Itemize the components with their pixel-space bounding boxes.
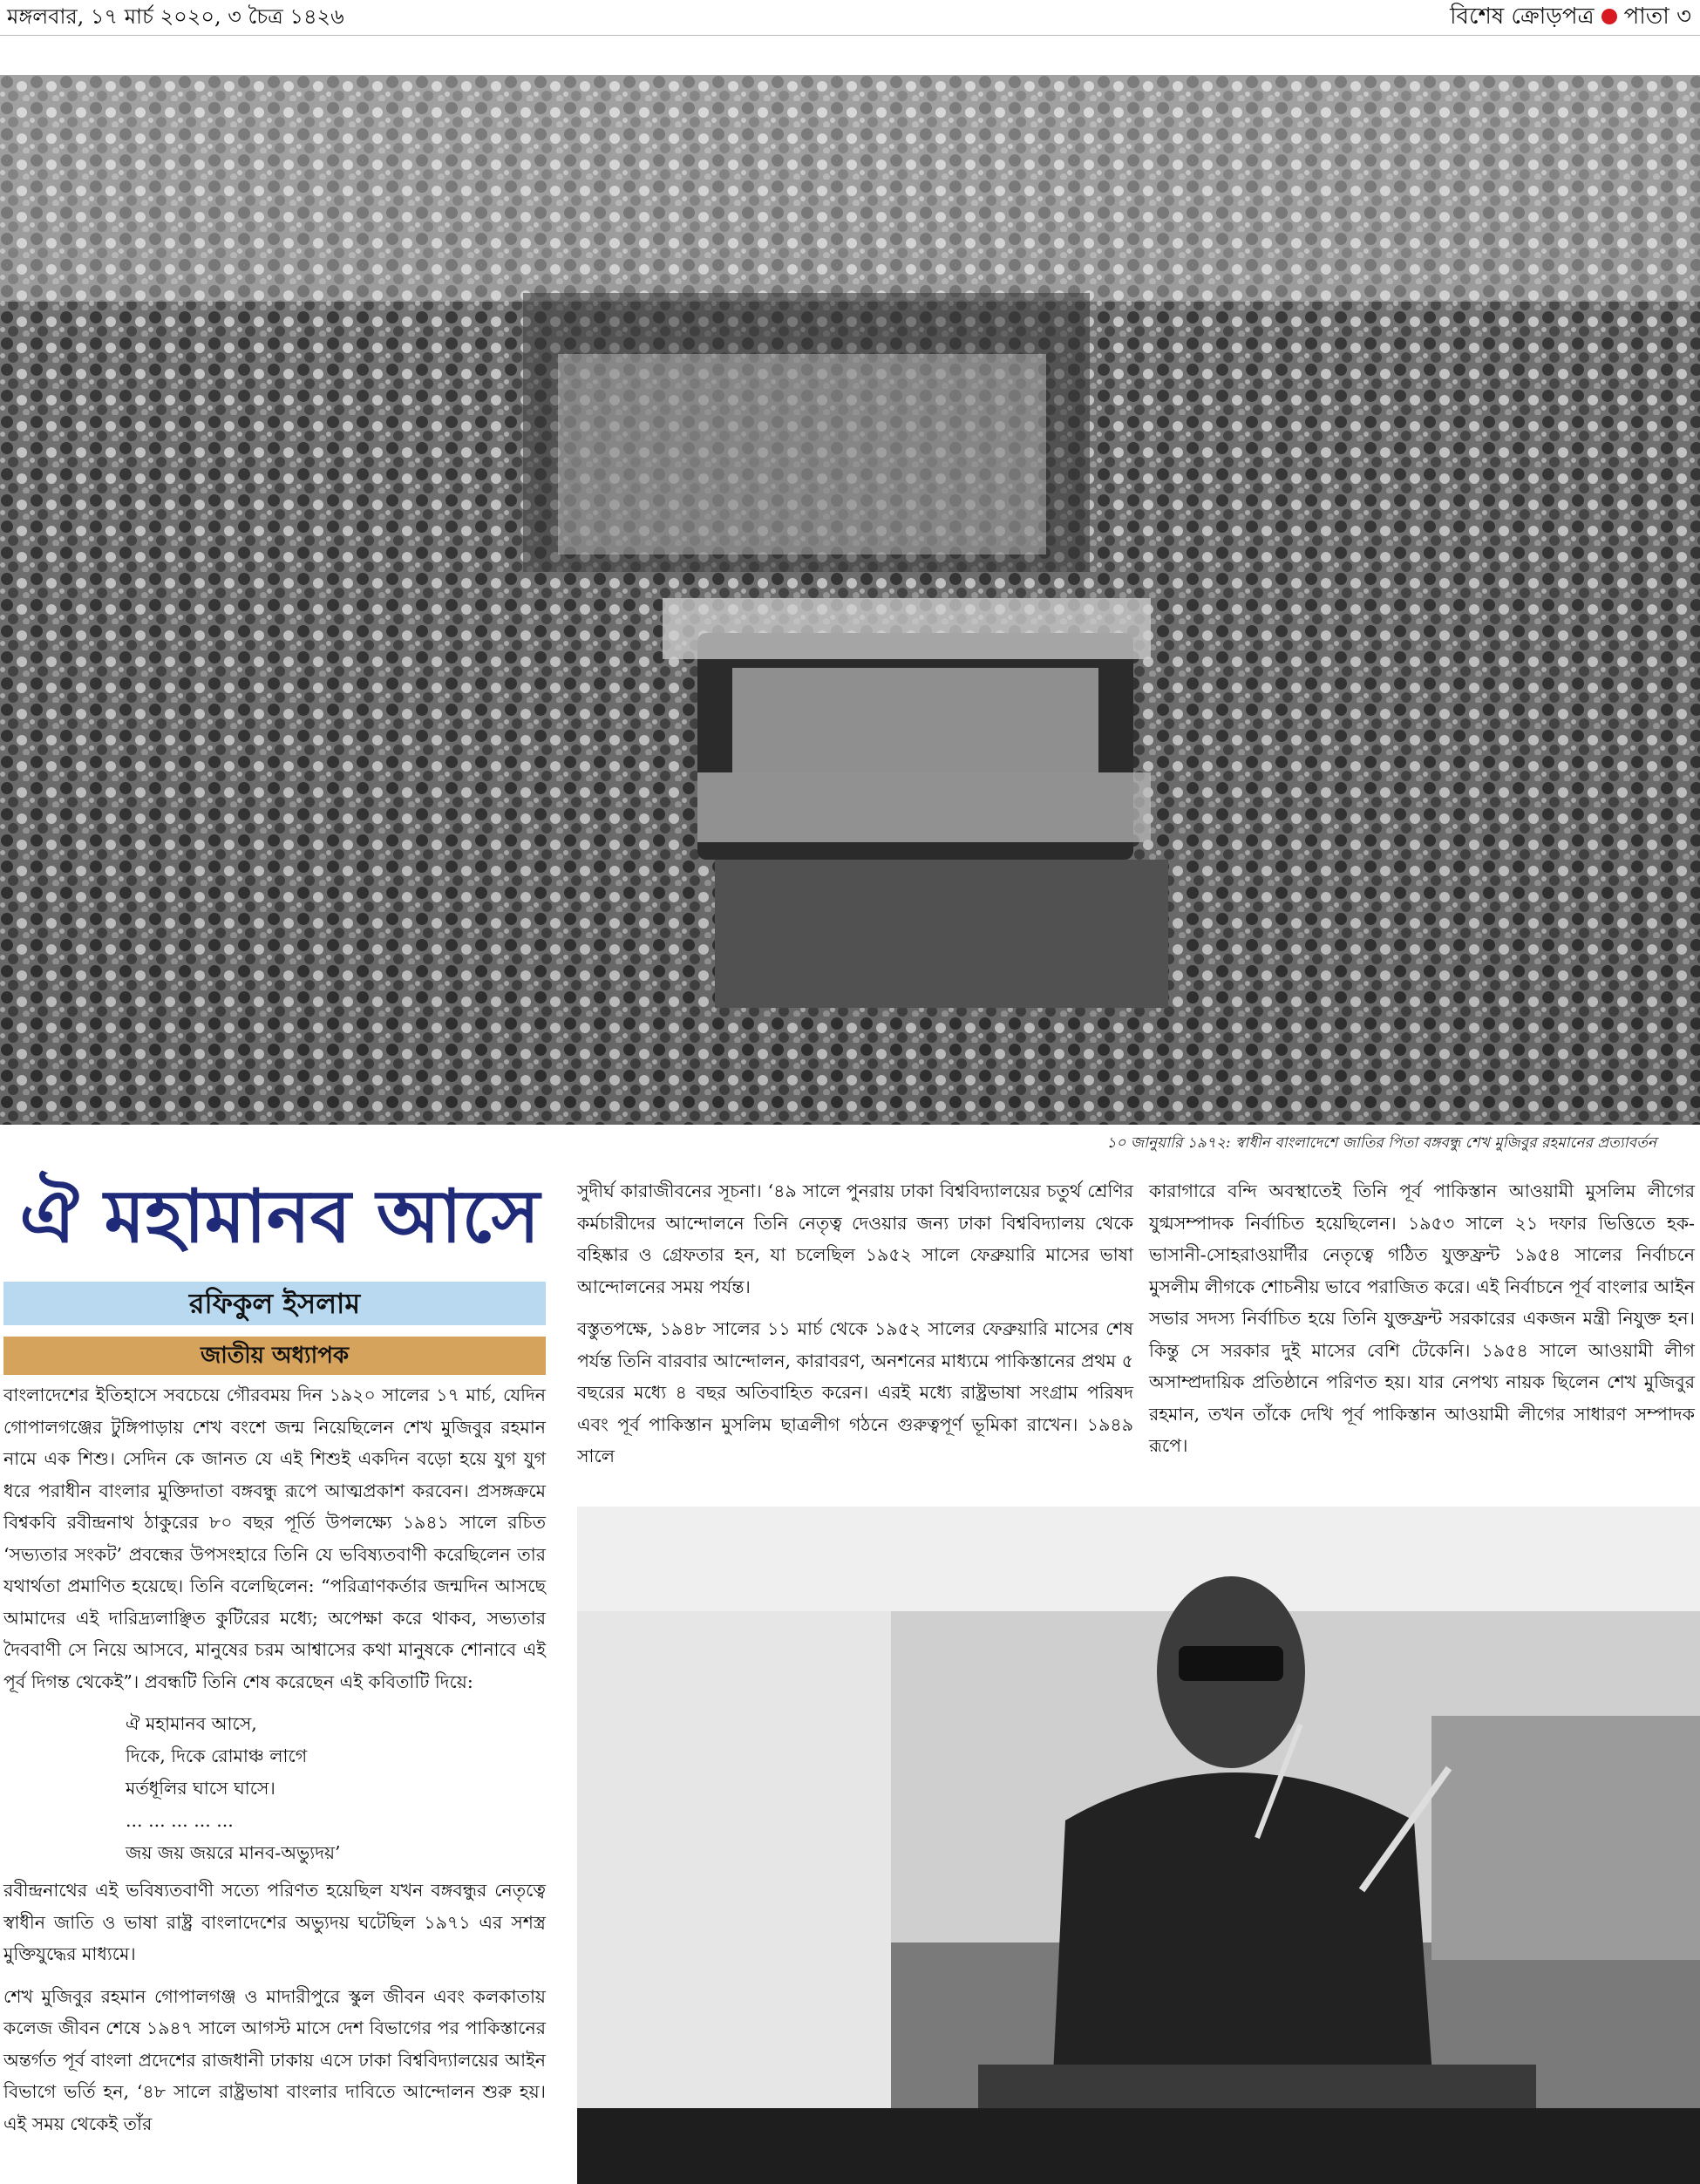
speech-photo-graphic <box>577 1507 1700 2184</box>
article-column-1 <box>3 1379 546 2150</box>
paragraph: শেখ মুজিবুর রহমান গোপালগঞ্জ ও মাদারীপুরে স্কুল জীবন এবং কলকাতায় কলেজ জীবন শেষে ১৯৪৭ সালে আগস্ট মাসে দেশ বিভাগের পর পাকিস্তানের অন্তর্গত পূর্ব বাংলা প্রদেশের রাজধানী ঢাকায় এসে ঢাকা বিশ্ববিদ্যালয়ের আইন বিভাগে ভর্তি হন, ‘৪৮ সালে রাষ্ট্রভাষা বাংলার দাবিতে আন্দোলন শুরু হয়। এই সময় থেকেই তাঁর <box>3 1985 546 2134</box>
poem-line: ঐ মহামানব আসে, <box>126 1713 257 1734</box>
photo-caption: ১০ জানুয়ারি ১৯৭২: স্বাধীন বাংলাদেশে জাতির পিতা বঙ্গবন্ধু শেখ মুজিবুর রহমানের প্রত্যাবর্তন <box>1106 1134 1656 1152</box>
issue-date: মঙ্গলবার, ১৭ মার্চ ২০২০, ৩ চৈত্র ১৪২৬ <box>7 4 344 29</box>
page-number: পাতা ৩ <box>1623 3 1691 30</box>
paragraph: বস্তুতপক্ষে, ১৯৪৮ সালের ১১ মার্চ থেকে ১৯৫২ সালের ফেব্রুয়ারি মাসের শেষ পর্যন্ত তিনি বারবার আন্দোলন, কারাবরণ, অনশনের মাধ্যমে পাকিস্তানের প্রথম ৫ বছরের মধ্যে ৪ বছর অতিবাহিত করেন। এরই মধ্যে রাষ্ট্রভাষা সংগ্রাম পরিষদ এবং পূর্ব পাকিস্তান মুসলিম ছাত্রলীগ গঠনে গুরুত্বপূর্ণ ভূমিকা রাখেন। ১৯৪৯ সালে <box>577 1318 1133 1466</box>
author-designation: জাতীয় অধ্যাপক <box>3 1337 546 1375</box>
page-label <box>1450 2 1691 31</box>
paragraph: কারাগারে বন্দি অবস্থাতেই তিনি পূর্ব পাকিস্তান আওয়ামী মুসলিম লীগের যুগ্মসম্পাদক নির্বাচিত হয়েছিলেন। ১৯৫৩ সালে ২১ দফার ভিত্তিতে হক-ভাসানী-সোহরাওয়ার্দীর নেতৃত্বে গঠিত যুক্তফ্রন্ট ১৯৫৪ সালের নির্বাচনে মুসলীম লীগকে শোচনীয় ভাবে পরাজিত করে। এই নির্বাচনে পূর্ব বাংলার আইন সভার সদস্য নির্বাচিত হয়ে তিনি যুক্তফ্রন্ট সরকারের একজন মন্ত্রী নিযুক্ত হন। কিন্তু সে সরকার দুই মাসের বেশি টেকেনি। ১৯৫৪ সালে আওয়ামী লীগ অসাম্প্রদায়িক প্রতিষ্ঠানে পরিণত হয়। যার নেপথ্য নায়ক ছিলেন শেখ মুজিবুর রহমান, তখন তাঁকে দেখি পূর্ব পাকিস্তান আওয়ামী লীগের সাধারণ সম্পাদক রূপে। <box>1149 1180 1695 1456</box>
poem-line: মর্তধূলির ঘাসে ঘাসে। <box>126 1778 275 1799</box>
paragraph: রবীন্দ্রনাথের এই ভবিষ্যতবাণী সত্যে পরিণত হয়েছিল যখন বঙ্গবন্ধুর নেতৃত্বে স্বাধীন জাতি ও ভাষা রাষ্ট্র বাংলাদেশের অভ্যুদয় ঘটেছিল ১৯৭১ এর সশস্ত্র মুক্তিযুদ্ধের মাধ্যমে। <box>3 1880 546 1964</box>
article-column-2 <box>577 1175 1133 1483</box>
article-title: ঐ মহামানব আসে <box>19 1173 541 1259</box>
author-name: রফিকুল ইসলাম <box>3 1282 546 1325</box>
poem-line: দিকে, দিকে রোমাঞ্চ লাগে <box>126 1745 308 1766</box>
paragraph: বাংলাদেশের ইতিহাসে সবচেয়ে গৌরবময় দিন ১৯২০ সালের ১৭ মার্চ, যেদিন গোপালগঞ্জের টুঙ্গিপাড়ায় শেখ বংশে জন্ম নিয়েছিলেন শেখ মুজিবুর রহমান নামে এক শিশু। সেদিন কে জানত যে এই শিশুই একদিন বড়ো হয়ে যুগ যুগ ধরে পরাধীন বাংলার মুক্তিদাতা বঙ্গবন্ধু রূপে আত্মপ্রকাশ করবেন। প্রসঙ্গক্রমে বিশ্বকবি রবীন্দ্রনাথ ঠাকুরের ৮০ বছর পূর্তি উপলক্ষ্যে ১৯৪১ সালে রচিত ‘সভ্যতার সংকট’ প্রবন্ধের উপসংহারে তিনি যে ভবিষ্যতবাণী করেছিলেন তার যথার্থতা প্রমাণিত হয়েছে। তিনি বলেছিলেন: “পরিত্রাণকর্তার জন্মদিন আসছে আমাদের এই দারিদ্র্যলাঞ্ছিত কুটিরের মধ্যে; অপেক্ষা করে থাকব, সভ্যতার দৈববাণী সে নিয়ে আসবে, মানুষের চরম আশ্বাসের কথা মানুষকে শোনাবে এই পূর্ব দিগন্ত থেকেই”। প্রবন্ধটি তিনি শেষ করেছেন এই কবিতাটি দিয়ে: <box>3 1385 546 1692</box>
red-dot-icon <box>1601 9 1617 24</box>
photo-crowd-motorcade <box>0 75 1700 1125</box>
poem-line: ... ... ... ... ... <box>126 1810 234 1831</box>
article-column-3 <box>1149 1175 1695 1473</box>
poem-block <box>126 1708 546 1869</box>
photo-speech-podium <box>577 1507 1700 2184</box>
crowd-photo-graphic <box>0 75 1700 1125</box>
poem-line: জয় জয় জয়রে মানব-অভ্যুদয়’ <box>126 1842 341 1863</box>
header-divider <box>0 35 1700 36</box>
paragraph: সুদীর্ঘ কারাজীবনের সূচনা। ‘৪৯ সালে পুনরায় ঢাকা বিশ্ববিদ্যালয়ের চতুর্থ শ্রেণির কর্মচারীদের আন্দোলনে তিনি নেতৃত্ব দেওয়ার জন্য ঢাকা বিশ্ববিদ্যালয় থেকে বহিষ্কার ও গ্রেফতার হন, যা চলেছিল ১৯৫২ সালে ফেব্রুয়ারি মাসের ভাষা আন্দোলনের সময় পর্যন্ত। <box>577 1180 1133 1297</box>
section-name: বিশেষ ক্রোড়পত্র <box>1450 3 1595 30</box>
